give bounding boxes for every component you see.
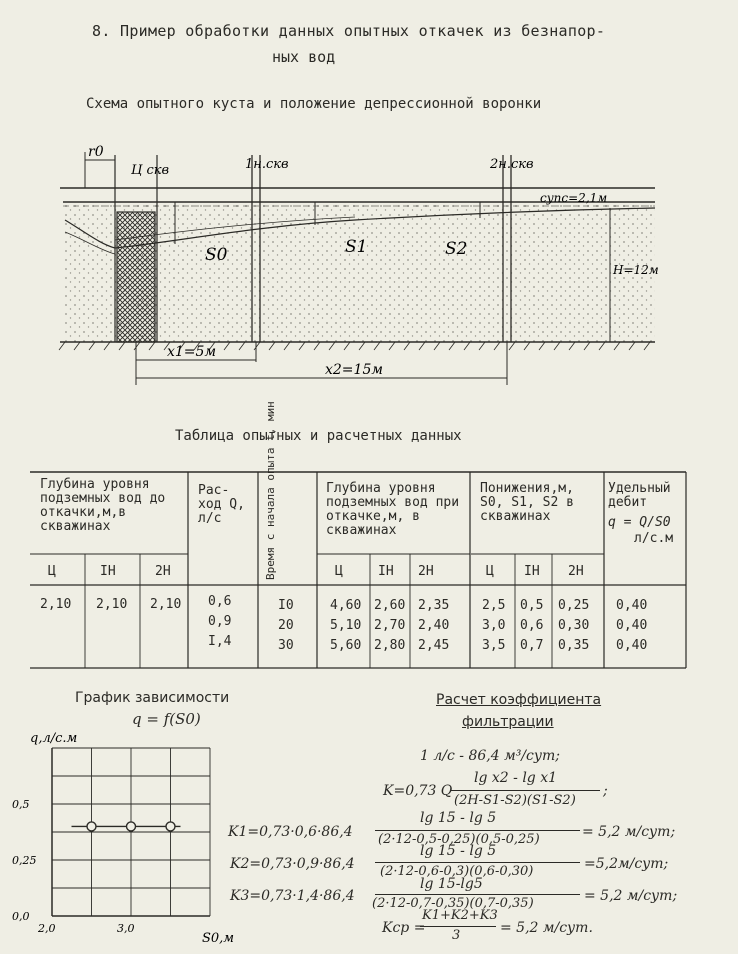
k3-lhs: K3=0,73·1,4·86,4 xyxy=(230,888,355,904)
s1-label: S1 xyxy=(345,237,368,257)
data-point xyxy=(127,822,136,831)
table-row-s1: 0,7 xyxy=(520,638,544,653)
table-row-depth-2n: 2,40 xyxy=(418,618,450,633)
k1-num: lg 15 - lg 5 xyxy=(420,810,497,826)
k1-den: (2·12-0,5-0,25)(0,5-0,25) xyxy=(378,832,540,847)
table-caption: Таблица опытных и расчетных данных xyxy=(175,428,462,444)
header-depth-before: Глубина уровня подземных вод до откачки,м,в скважинах xyxy=(40,477,166,534)
table-row-s0: 2,5 xyxy=(482,598,506,613)
calc-title-2: фильтрации xyxy=(462,714,554,730)
table-row-s0: 3,5 xyxy=(482,638,506,653)
kcp-den: 3 xyxy=(452,928,461,943)
header-specific-unit: л/с.м xyxy=(634,531,674,546)
x-tick-label: 3,0 xyxy=(117,922,135,935)
table-row-depth-c: 4,60 xyxy=(330,598,362,613)
static-level-label: супс=2,1м xyxy=(540,191,608,205)
y-tick-label: 0,5 xyxy=(12,798,30,811)
header-specific-1: Удельный xyxy=(608,481,671,496)
k-formula-lhs: K=0,73 Q xyxy=(383,783,453,799)
kcp-num: K1+K2+K3 xyxy=(422,908,498,923)
before-c: 2,10 xyxy=(40,597,72,612)
h-label: H=12м xyxy=(613,263,659,277)
header-specific-formula: q = Q/S0 xyxy=(608,515,671,530)
table-row-s1: 0,6 xyxy=(520,618,544,633)
subheader-c: Ц xyxy=(335,564,343,579)
table-row-s2: 0,30 xyxy=(558,618,590,633)
kcp-result: = 5,2 м/сут. xyxy=(500,920,593,936)
subheader-c: Ц xyxy=(486,564,494,579)
well-1n-label: 1н.скв xyxy=(245,157,289,172)
k-formula-den: (2H-S1-S2)(S1-S2) xyxy=(454,793,576,808)
subheader-1n: IH xyxy=(524,564,540,579)
k1-result: = 5,2 м/сут; xyxy=(582,824,676,840)
k3-bar xyxy=(375,894,580,895)
scheme-caption: Схема опытного куста и положение депрессионной воронки xyxy=(86,96,542,112)
table-row-time: I0 xyxy=(278,598,294,613)
table-row-depth-2n: 2,45 xyxy=(418,638,450,653)
table-row-specific: 0,40 xyxy=(616,618,648,633)
graph-xlabel: S0,м xyxy=(202,931,235,946)
table-row-depth-1n: 2,80 xyxy=(374,638,406,653)
table-row-time: 20 xyxy=(278,618,294,633)
header-time: Время с начала опыта t, мин xyxy=(264,401,277,580)
table-row-flow: 0,9 xyxy=(208,614,232,629)
k-formula-end: ; xyxy=(603,783,608,799)
table-row-depth-1n: 2,70 xyxy=(374,618,406,633)
k3-den: (2·12-0,7-0,35)(0,7-0,35) xyxy=(372,896,534,911)
s2-label: S2 xyxy=(445,239,468,259)
table-row-depth-1n: 2,60 xyxy=(374,598,406,613)
data-point xyxy=(87,822,96,831)
k-formula-bar xyxy=(450,790,600,791)
chart-ticks xyxy=(12,798,135,935)
k2-result: =5,2м/сут; xyxy=(584,856,669,872)
s0-label: S0 xyxy=(205,245,228,265)
header-drawdown: Понижения,м, S0, S1, S2 в скважинах xyxy=(480,481,574,524)
chart-points xyxy=(72,822,181,831)
graph-ylabel: q,л/с.м xyxy=(30,731,78,746)
calc-title: Расчет коэффициента xyxy=(436,692,602,708)
well-scheme-diagram xyxy=(55,140,665,385)
graph-title: График зависимости xyxy=(75,690,230,706)
table-row-specific: 0,40 xyxy=(616,598,648,613)
table-row-depth-c: 5,60 xyxy=(330,638,362,653)
page-title-cont: ных вод xyxy=(272,48,336,66)
k-formula-num: lg x2 - lg x1 xyxy=(474,770,558,786)
subheader-c: Ц xyxy=(48,564,56,579)
table-row-flow: 0,6 xyxy=(208,594,232,609)
conversion-line: 1 л/с - 86,4 м³/сут; xyxy=(420,748,560,764)
k2-lhs: K2=0,73·0,9·86,4 xyxy=(230,856,355,872)
header-flow: Рас-ход Q, л/с xyxy=(198,483,245,526)
header-depth-during: Глубина уровня подземных вод при откачке,м, в скважинах xyxy=(326,481,460,538)
graph-title-formula: q = f(S0) xyxy=(132,710,201,728)
subheader-1n: IH xyxy=(100,564,116,579)
table-row-s2: 0,25 xyxy=(558,598,590,613)
subheader-2n: 2Н xyxy=(155,564,171,579)
table-row-s1: 0,5 xyxy=(520,598,544,613)
table-row-flow: I,4 xyxy=(208,634,232,649)
subheader-2n: 2Н xyxy=(568,564,584,579)
x-tick-label: 2,0 xyxy=(38,922,56,935)
table-row-s2: 0,35 xyxy=(558,638,590,653)
k2-num: lg 15 - lg 5 xyxy=(420,843,497,859)
r0-label: r0 xyxy=(88,144,104,160)
k3-num: lg 15-lg5 xyxy=(420,876,483,892)
data-point xyxy=(166,822,175,831)
table-row-depth-c: 5,10 xyxy=(330,618,362,633)
well-c-label: Ц скв xyxy=(131,163,170,178)
table-row-specific: 0,40 xyxy=(616,638,648,653)
subheader-2n: 2Н xyxy=(418,564,434,579)
central-well xyxy=(117,212,155,342)
k1-lhs: K1=0,73·0,6·86,4 xyxy=(228,824,353,840)
x2-label: x2=15м xyxy=(325,362,383,378)
chart-grid xyxy=(52,748,210,916)
y-tick-label: 0,0 xyxy=(12,910,30,923)
table-row-depth-2n: 2,35 xyxy=(418,598,450,613)
page-title: 8. Пример обработки данных опытных откачек из безнапор- xyxy=(92,22,606,40)
kcp-bar xyxy=(420,926,496,927)
k2-bar xyxy=(375,862,580,863)
before-2n: 2,10 xyxy=(150,597,182,612)
k2-den: (2·12-0,6-0,3)(0,6-0,30) xyxy=(380,864,534,879)
x1-label: x1=5м xyxy=(167,344,217,360)
y-tick-label: 0,25 xyxy=(12,854,37,867)
well-2n-label: 2н.скв xyxy=(490,157,534,172)
k1-bar xyxy=(375,830,580,831)
table-row-time: 30 xyxy=(278,638,294,653)
header-specific-2: дебит xyxy=(608,495,648,510)
q-s0-chart xyxy=(10,728,250,950)
before-1n: 2,10 xyxy=(96,597,128,612)
subheader-1n: IH xyxy=(378,564,394,579)
k3-result: = 5,2 м/сут; xyxy=(584,888,678,904)
kcp-lhs: Kср = xyxy=(382,920,426,936)
table-row-s0: 3,0 xyxy=(482,618,506,633)
